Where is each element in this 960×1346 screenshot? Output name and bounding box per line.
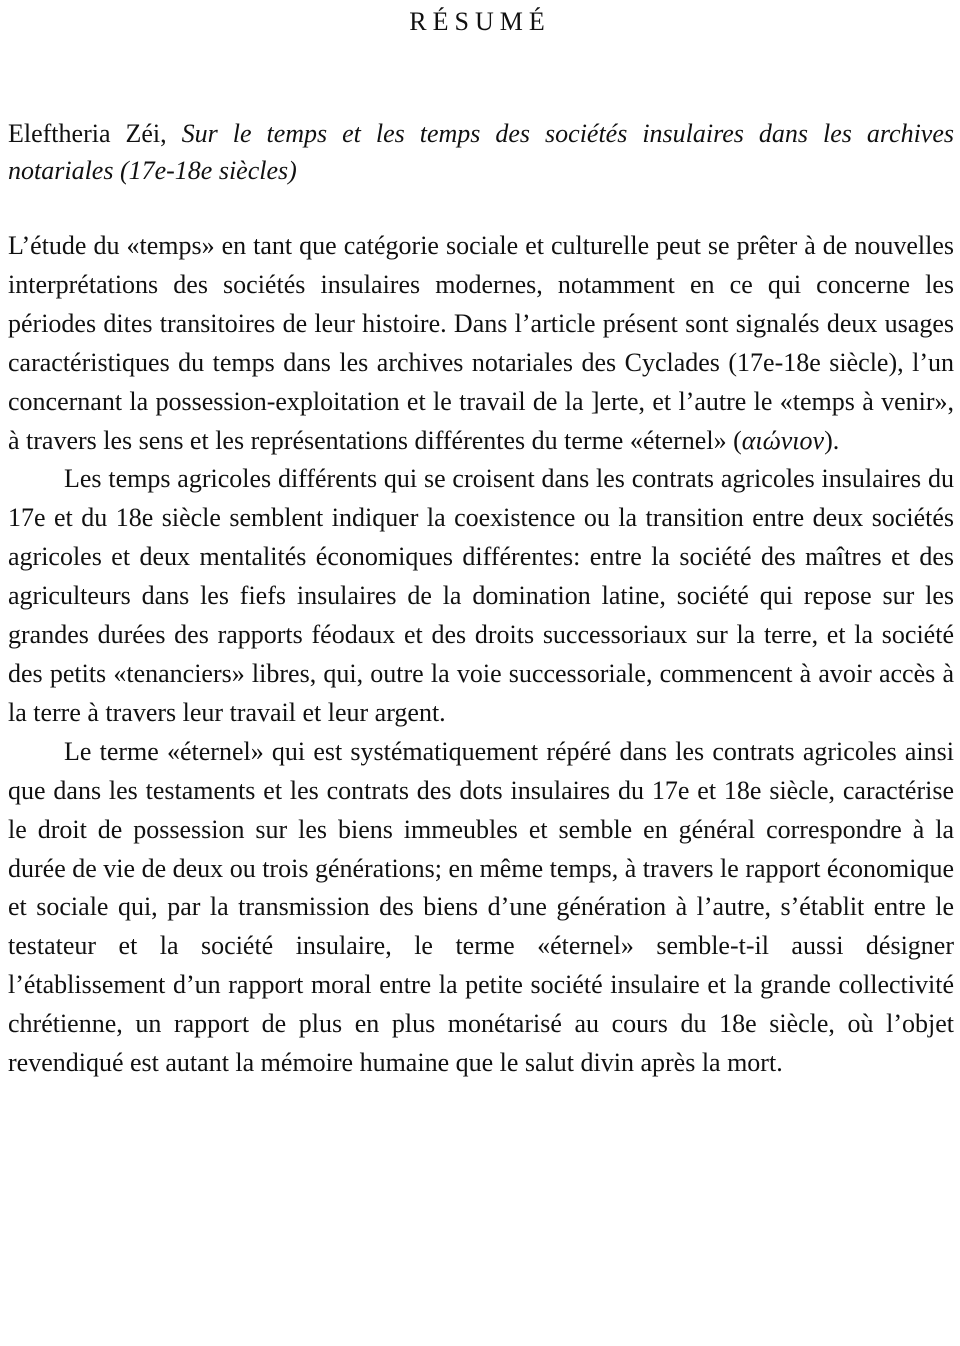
paragraph-1-text: L’étude du «temps» en tant que catégorie sociale et culturelle peut se prêter à de nouvelles interprétations des sociétés insulaires modernes, notamment en ce qui concerne les périodes dites transitoires de leur histoire. Dans l’article présent sont signalés deux usages caractéristiques du temps dans les archives notariales des Cyclades (17e-18e siècle), l’un concernant la possession-exploitation et le travail de la ]erte, et l’autre le «temps à venir», à travers les sens et les représentations différentes du terme «éternel» (	[8, 231, 954, 455]
author-name: Eleftheria Zéi,	[8, 119, 167, 148]
article-title: Sur le temps et les temps des sociétés insulaires dans les archives notariales (17e-18e siècles)	[8, 119, 955, 185]
article-reference	[8, 115, 954, 189]
paragraph-3: Le terme «éternel» qui est systématiquement répéré dans les contrats agricoles ainsi que dans les testaments et les contrats des dots insulaires du 17e et 18e siècle, caractérise le droit de possession sur les biens immeubles et semble en général correspondre à la durée de vie de deux ou trois générations; en même temps, à travers le rapport économique et sociale qui, par la transmission des biens d’une génération à l’autre, s’établit entre le testateur et la société insulaire, le terme «éternel» semble-t-il aussi désigner l’établissement d’un rapport moral entre la petite société insulaire et la grande collectivité chrétienne, un rapport de plus en plus monétarisé au cours du 18e siècle, où l’objet revendiqué est autant la mémoire humaine que le salut divin après la mort.	[8, 736, 954, 1078]
page-title: RÉSUMÉ	[409, 7, 551, 36]
paragraph-2: Les temps agricoles différents qui se croisent dans les contrats agricoles insulaires du 17e et du 18e siècle semblent indiquer la coexistence ou la transition entre deux sociétés agricoles et deux mentalités économiques différentes: entre la société des maîtres et des agriculteurs dans les fiefs insulaires de la domination latine, société qui repose sur les grandes durées des rapports féodaux et des droits successoriaux sur la terre, et la société des petits «tenanciers» libres, qui, outre la voie successoriale, commencent à avoir accès à la terre à travers leur travail et leur argent.	[8, 464, 954, 727]
paragraph-1-end: ).	[824, 425, 840, 455]
greek-term: αιώνιον	[741, 425, 825, 455]
paragraph-1	[8, 227, 954, 460]
summary-body	[8, 227, 954, 1083]
